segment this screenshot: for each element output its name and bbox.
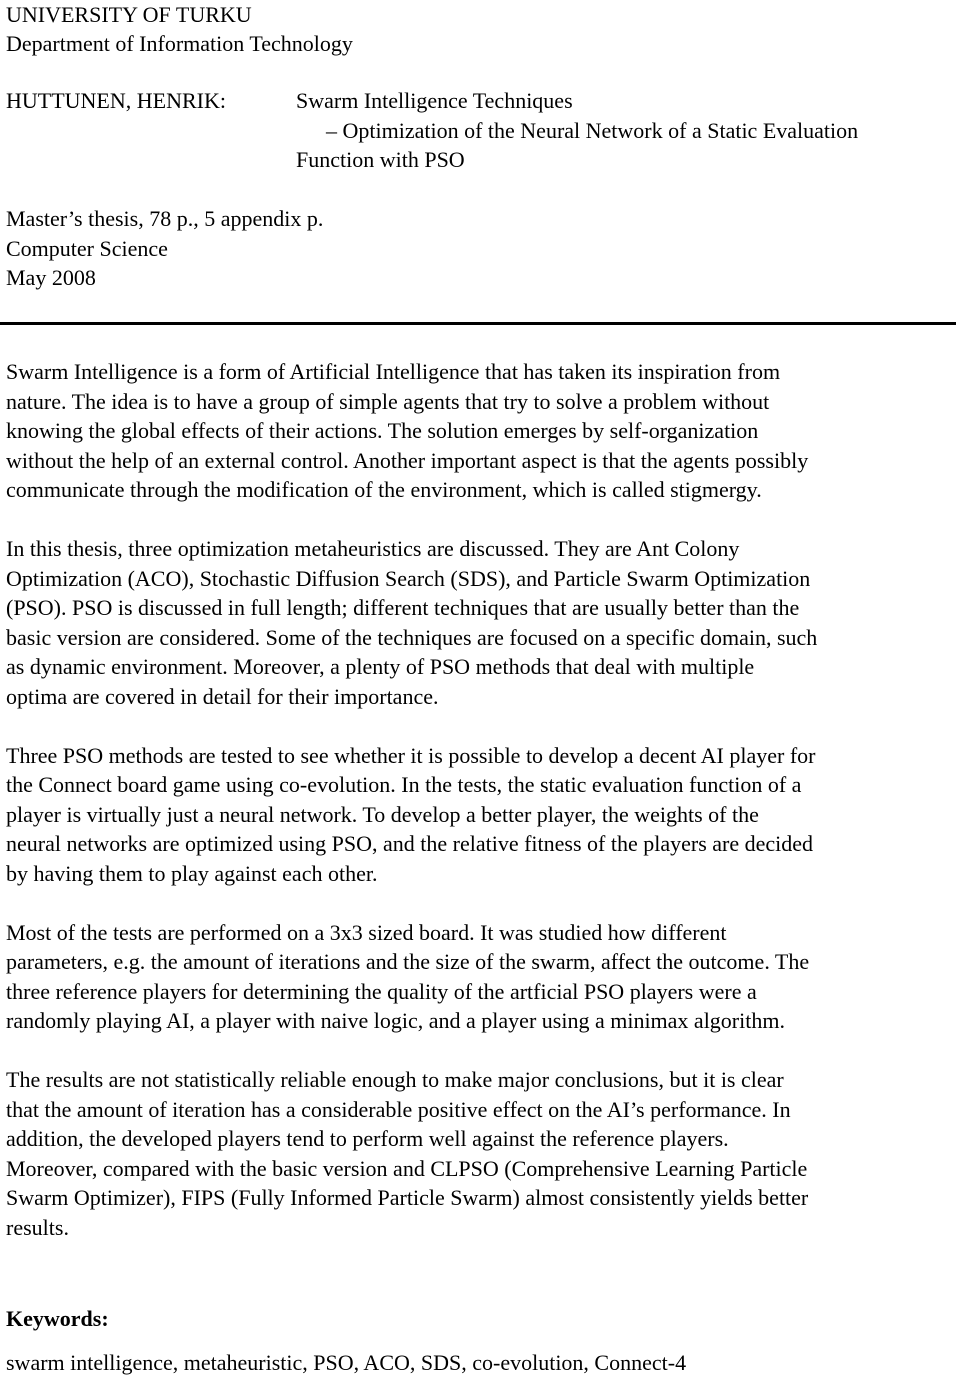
text-line: the Connect board game using co-evolution. In the tests, the static evaluation function of a [6, 772, 802, 797]
text-line: Three PSO methods are tested to see whether it is possible to develop a decent AI player for [6, 742, 816, 768]
horizontal-rule [0, 322, 956, 325]
abstract [6, 357, 956, 1242]
thesis-title [296, 86, 858, 175]
title-line: Function with PSO [296, 147, 465, 172]
text-line: results. [6, 1214, 69, 1240]
text-line: (PSO). PSO is discussed in full length; different techniques that are usually better than the [6, 595, 800, 620]
text-line: three reference players for determining the quality of the artficial PSO players were a [6, 978, 757, 1004]
department-name: Department of Information Technology [6, 31, 353, 56]
thesis-meta [6, 204, 323, 293]
subject: Computer Science [6, 235, 168, 261]
abstract-paragraph [6, 1065, 956, 1242]
author-name: HUTTUNEN, HENRIK: [6, 88, 226, 113]
text-line: communicate through the modification of the environment, which is called stigmergy. [6, 477, 762, 502]
abstract-paragraph [6, 918, 956, 1036]
keywords-heading: Keywords: [6, 1306, 109, 1331]
text-line: Moreover, compared with the basic version and CLPSO (Comprehensive Learning Particle [6, 1155, 808, 1181]
text-line: optima are covered in detail for their importance. [6, 683, 439, 709]
text-line: by having them to play against each other. [6, 860, 378, 886]
abstract-paragraph [6, 534, 956, 711]
text-line: knowing the global effects of their actions. The solution emerges by self-organization [6, 418, 759, 443]
text-line: nature. The idea is to have a group of simple agents that try to solve a problem without [6, 388, 770, 414]
text-line: basic version are considered. Some of the techniques are focused on a specific domain, such [6, 624, 818, 650]
title-line: – Optimization of the Neural Network of a Static Evaluation [326, 117, 859, 143]
text-line: neural networks are optimized using PSO, and the relative fitness of the players are decided [6, 831, 814, 856]
text-line: randomly playing AI, a player with naive logic, and a player using a minimax algorithm. [6, 1008, 785, 1033]
text-line: In this thesis, three optimization metaheuristics are discussed. They are Ant Colony [6, 536, 740, 561]
text-line: parameters, e.g. the amount of iterations and the size of the swarm, affect the outcome. The [6, 949, 810, 974]
keywords-list: swarm intelligence, metaheuristic, PSO, ACO, SDS, co-evolution, Connect-4 [6, 1350, 687, 1375]
text-line: Most of the tests are performed on a 3x3 sized board. It was studied how different [6, 919, 727, 945]
text-line: The results are not statistically reliable enough to make major conclusions, but it is clear [6, 1067, 784, 1092]
title-line: Swarm Intelligence Techniques [296, 88, 573, 113]
text-line: without the help of an external control. Another important aspect is that the agents possibly [6, 447, 809, 473]
text-line: addition, the developed players tend to perform well against the reference players. [6, 1126, 729, 1151]
date: May 2008 [6, 265, 96, 290]
text-line: that the amount of iteration has a considerable positive effect on the AI’s performance. In [6, 1096, 791, 1122]
university-name: UNIVERSITY OF TURKU [6, 2, 252, 27]
abstract-paragraph [6, 741, 956, 889]
text-line: Optimization (ACO), Stochastic Diffusion Search (SDS), and Particle Swarm Optimization [6, 565, 811, 591]
abstract-paragraph [6, 357, 956, 505]
text-line: as dynamic environment. Moreover, a plenty of PSO methods that deal with multiple [6, 654, 755, 679]
text-line: Swarm Intelligence is a form of Artificial Intelligence that has taken its inspiration from [6, 359, 781, 384]
text-line: Swarm Optimizer), FIPS (Fully Informed Particle Swarm) almost consistently yields better [6, 1185, 809, 1210]
thesis-type: Master’s thesis, 78 p., 5 appendix p. [6, 206, 324, 231]
text-line: player is virtually just a neural network. To develop a better player, the weights of the [6, 801, 759, 827]
